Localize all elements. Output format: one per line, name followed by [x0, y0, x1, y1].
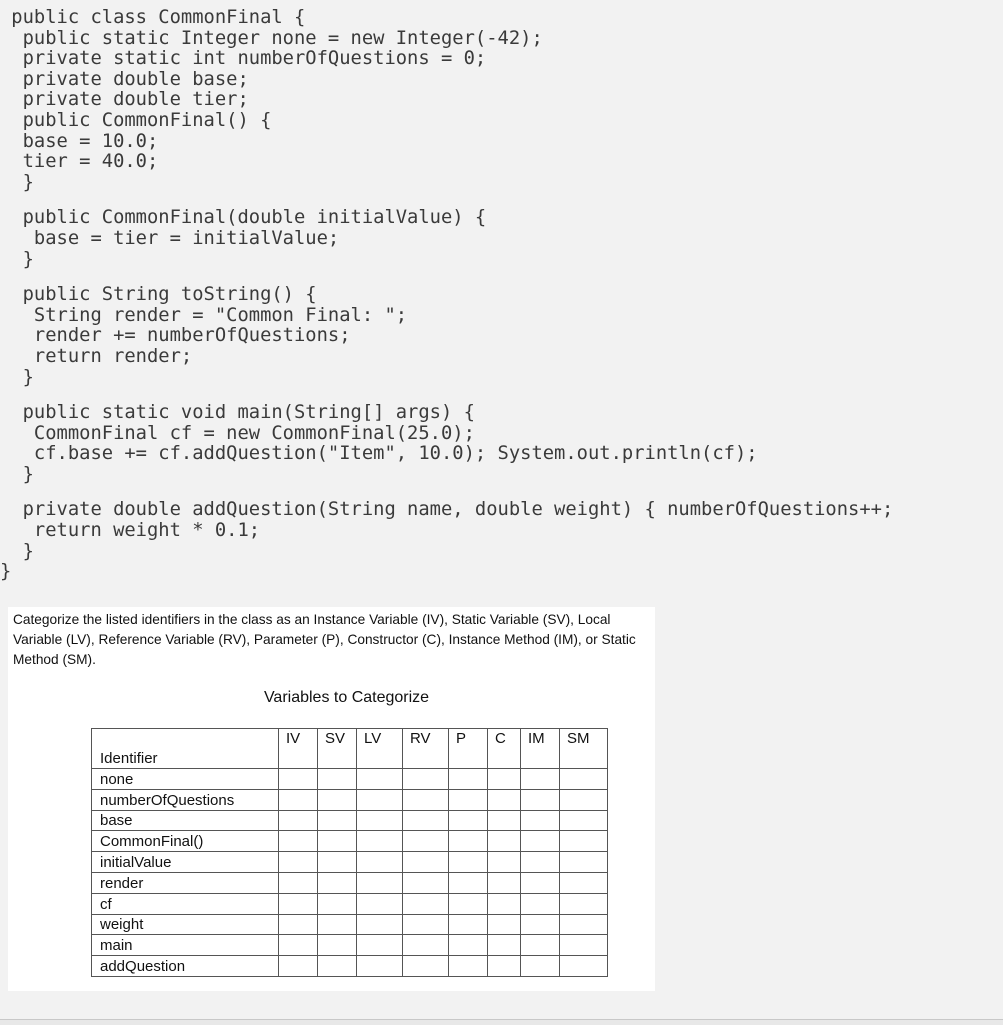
column-header: IM: [521, 729, 560, 769]
answer-cell: [279, 935, 318, 956]
answer-cell: [449, 914, 488, 935]
answer-cell: [403, 914, 449, 935]
code-line-blank: [0, 270, 893, 285]
answer-cell: [560, 810, 608, 831]
table-row: [92, 831, 608, 852]
code-line: public class CommonFinal {: [0, 7, 306, 28]
code-line: CommonFinal cf = new CommonFinal(25.0);: [0, 422, 475, 444]
answer-cell: [560, 852, 608, 873]
answer-cell: [403, 893, 449, 914]
code-line: public String toString() {: [0, 284, 317, 306]
table-title: Variables to Categorize: [263, 689, 430, 706]
table-row: [92, 935, 608, 956]
categorize-table: [91, 728, 608, 977]
answer-cell: [488, 789, 521, 810]
answer-cell: [521, 852, 560, 873]
identifier-cell: none: [92, 769, 279, 790]
answer-cell: [560, 769, 608, 790]
answer-cell: [318, 810, 357, 831]
answer-cell: [318, 852, 357, 873]
answer-cell: [357, 769, 403, 790]
answer-cell: [357, 852, 403, 873]
answer-cell: [318, 831, 357, 852]
question-prompt: Categorize the listed identifiers in the class as an Instance Variable (IV), Static Variable (SV), Local Variable (LV), Reference Variable (RV), Parameter (P), Constructor (C), Instance Method (IM), or Static Method (SM).: [13, 612, 636, 667]
answer-cell: [488, 852, 521, 873]
answer-cell: [279, 956, 318, 977]
identifier-cell: base: [92, 810, 279, 831]
identifier-cell: CommonFinal(): [92, 831, 279, 852]
answer-cell: [279, 831, 318, 852]
code-line: base = 10.0;: [0, 130, 159, 152]
answer-cell: [521, 769, 560, 790]
identifier-cell: main: [92, 935, 279, 956]
code-line: private double tier;: [0, 89, 249, 111]
column-header: LV: [357, 729, 403, 769]
code-line: cf.base += cf.addQuestion("Item", 10.0); System.out.println(cf);: [0, 443, 758, 465]
answer-cell: [403, 789, 449, 810]
table-row: [92, 956, 608, 977]
answer-cell: [449, 872, 488, 893]
answer-cell: [449, 831, 488, 852]
answer-cell: [318, 769, 357, 790]
answer-cell: [403, 872, 449, 893]
answer-cell: [403, 852, 449, 873]
table-row: [92, 914, 608, 935]
answer-cell: [449, 810, 488, 831]
identifier-cell: initialValue: [92, 852, 279, 873]
code-line: return render;: [0, 345, 193, 367]
code-line-blank: [0, 388, 893, 403]
column-header: SV: [318, 729, 357, 769]
answer-cell: [357, 935, 403, 956]
column-header: IV: [279, 729, 318, 769]
code-line: public static void main(String[] args) {: [0, 402, 475, 424]
table-row: [92, 789, 608, 810]
code-line: }: [0, 171, 34, 193]
code-line: tier = 40.0;: [0, 151, 159, 173]
answer-cell: [357, 789, 403, 810]
answer-cell: [279, 810, 318, 831]
answer-cell: [279, 769, 318, 790]
answer-cell: [488, 810, 521, 831]
answer-cell: [403, 935, 449, 956]
answer-cell: [318, 956, 357, 977]
identifier-header: Identifier: [92, 729, 279, 769]
code-line: private static int numberOfQuestions = 0;: [0, 48, 487, 70]
answer-cell: [521, 914, 560, 935]
bottom-divider: [0, 1019, 1003, 1025]
answer-cell: [403, 810, 449, 831]
answer-cell: [449, 956, 488, 977]
answer-cell: [521, 789, 560, 810]
code-line: }: [0, 248, 34, 270]
identifier-cell: weight: [92, 914, 279, 935]
answer-cell: [488, 831, 521, 852]
answer-cell: [403, 769, 449, 790]
table-header-row: [92, 729, 608, 769]
answer-cell: [521, 831, 560, 852]
answer-cell: [449, 789, 488, 810]
answer-cell: [521, 935, 560, 956]
answer-cell: [488, 956, 521, 977]
answer-cell: [449, 769, 488, 790]
answer-cell: [357, 810, 403, 831]
code-line: public CommonFinal() {: [0, 109, 272, 131]
answer-cell: [279, 852, 318, 873]
code-listing: [0, 8, 893, 583]
answer-cell: [488, 872, 521, 893]
question-image: [8, 607, 655, 991]
answer-cell: [318, 789, 357, 810]
identifier-cell: numberOfQuestions: [92, 789, 279, 810]
answer-cell: [488, 893, 521, 914]
code-line: }: [0, 561, 12, 583]
answer-cell: [521, 956, 560, 977]
answer-cell: [403, 831, 449, 852]
code-line: String render = "Common Final: ";: [0, 304, 408, 326]
code-line: }: [0, 540, 34, 562]
answer-cell: [403, 956, 449, 977]
answer-cell: [560, 872, 608, 893]
table-row: [92, 810, 608, 831]
answer-cell: [318, 872, 357, 893]
code-line: render += numberOfQuestions;: [0, 325, 351, 347]
column-header: SM: [560, 729, 608, 769]
code-line: }: [0, 463, 34, 485]
answer-cell: [521, 810, 560, 831]
answer-cell: [357, 831, 403, 852]
answer-cell: [560, 956, 608, 977]
table-row: [92, 852, 608, 873]
answer-cell: [449, 935, 488, 956]
code-line-blank: [0, 193, 893, 208]
answer-cell: [357, 872, 403, 893]
answer-cell: [449, 852, 488, 873]
column-header: P: [449, 729, 488, 769]
code-line: return weight * 0.1;: [0, 520, 261, 542]
code-line: public static Integer none = new Integer(-42);: [0, 27, 543, 49]
answer-cell: [357, 893, 403, 914]
identifier-cell: addQuestion: [92, 956, 279, 977]
answer-cell: [488, 914, 521, 935]
answer-cell: [279, 914, 318, 935]
answer-cell: [279, 789, 318, 810]
column-header: RV: [403, 729, 449, 769]
table-row: [92, 872, 608, 893]
answer-cell: [560, 935, 608, 956]
code-line: private double addQuestion(String name, double weight) { numberOfQuestions++;: [0, 499, 894, 521]
answer-cell: [357, 914, 403, 935]
table-row: [92, 769, 608, 790]
answer-cell: [560, 831, 608, 852]
column-header: C: [488, 729, 521, 769]
code-line: private double base;: [0, 68, 249, 90]
answer-cell: [521, 872, 560, 893]
table-row: [92, 893, 608, 914]
code-line-blank: [0, 485, 893, 500]
answer-cell: [560, 789, 608, 810]
code-line: }: [0, 366, 34, 388]
answer-cell: [560, 914, 608, 935]
answer-cell: [318, 893, 357, 914]
answer-cell: [357, 956, 403, 977]
answer-cell: [279, 893, 318, 914]
answer-cell: [318, 914, 357, 935]
answer-cell: [521, 893, 560, 914]
answer-cell: [318, 935, 357, 956]
identifier-cell: cf: [92, 893, 279, 914]
answer-cell: [488, 769, 521, 790]
identifier-cell: render: [92, 872, 279, 893]
code-line: base = tier = initialValue;: [0, 227, 340, 249]
answer-cell: [560, 893, 608, 914]
code-line: public CommonFinal(double initialValue) {: [0, 207, 487, 229]
answer-cell: [488, 935, 521, 956]
answer-cell: [279, 872, 318, 893]
answer-cell: [449, 893, 488, 914]
